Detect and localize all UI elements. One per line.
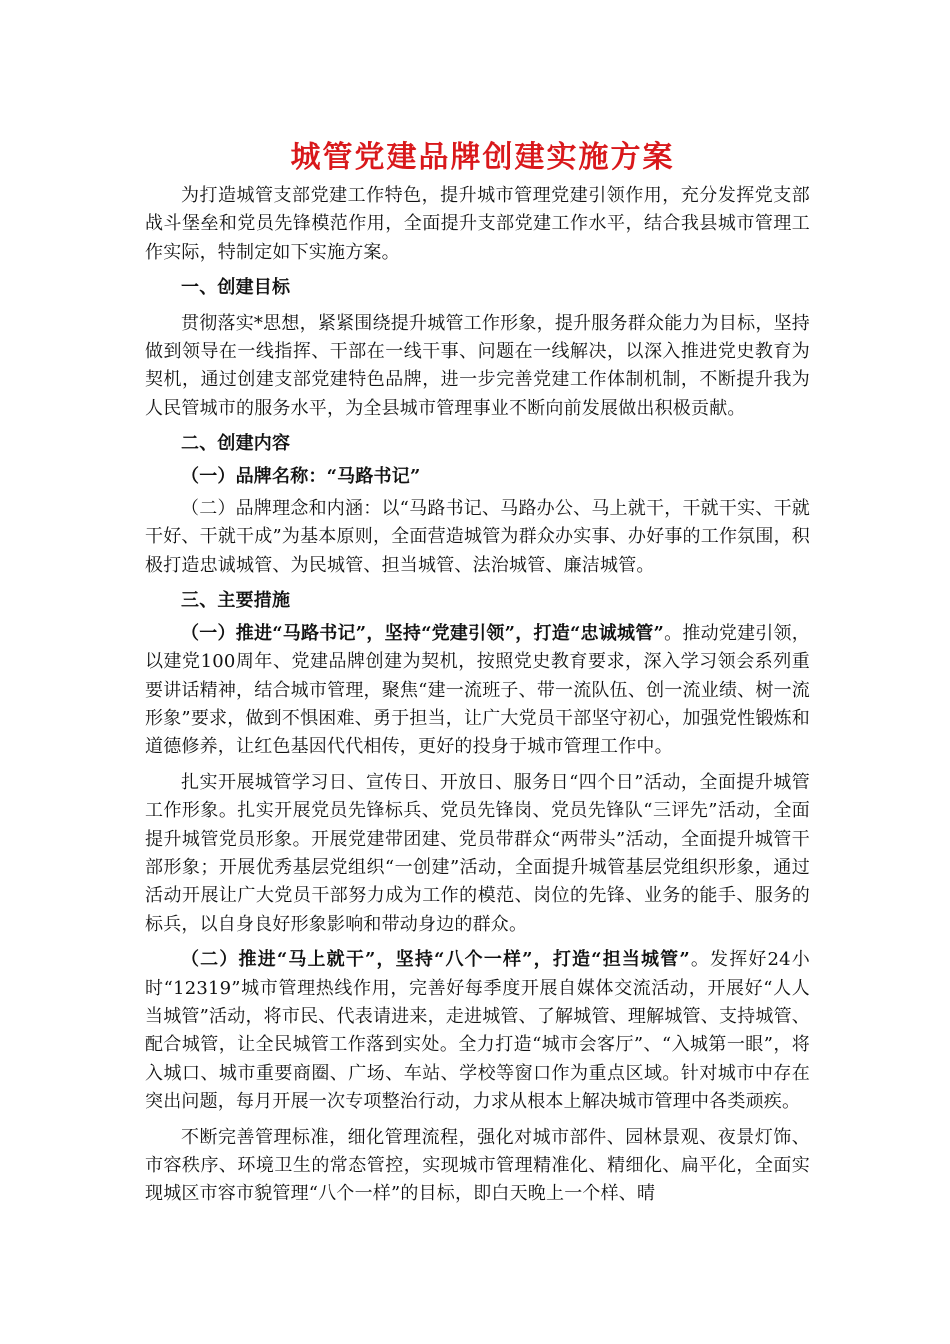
measure-2-lead: （二）推进“马上就干”，坚持“八个一样”，打造“担当城管”	[181, 949, 690, 971]
goals-paragraph: 贯彻落实*思想，紧紧围绕提升城管工作形象，提升服务群众能力为目标，坚持做到领导在一线指挥、干部在一线干事、问题在一线解决，以深入推进党史教育为契机，通过创建支部党建特色品牌，进一步完善党建工作体制机制，不断提升我为人民管城市的服务水平，为全县城市管理事业不断向前发展做出积极贡献。	[145, 312, 810, 419]
measure-1-paragraph	[145, 620, 810, 762]
brand-name-heading: （一）品牌名称：“马路书记”	[181, 465, 421, 487]
measure-1-body: 。推动党建引领，以建党100周年、党建品牌创建为契机，按照党史教育要求，深入学习领会系列重要讲话精神，结合城市管理，聚焦“建一流班子、带一流队伍、创一流业绩、树一流形象”要求，做到不惧困难、勇于担当，让广大党员干部坚守初心，加强党性锻炼和道德修养，让红色基因代代相传，更好的投身于城市管理工作中。	[145, 622, 810, 758]
measure-2-paragraph-2: 不断完善管理标准，细化管理流程，强化对城市部件、园林景观、夜景灯饰、市容秩序、环境卫生的常态管控，实现城市管理精准化、精细化、扁平化，全面实现城区市容市貌管理“八个一样”的目标，即白天晚上一个样、晴	[145, 1126, 810, 1205]
brand-concept-paragraph: （二）品牌理念和内涵：以“马路书记、马路办公、马上就干，干就干实、干就干好、干就干成”为基本原则，全面营造城管为群众办实事、办好事的工作氛围，积极打造忠诚城管、为民城管、担当城管、法治城管、廉洁城管。	[145, 498, 810, 576]
section-heading-content: 二、创建内容	[181, 433, 291, 455]
document-title: 城管党建品牌创建实施方案	[290, 140, 675, 175]
section-heading-measures: 三、主要措施	[181, 590, 291, 612]
measure-1-paragraph-2: 扎实开展城管学习日、宣传日、开放日、服务日“四个日”活动，全面提升城管工作形象。扎实开展党员先锋标兵、党员先锋岗、党员先锋队“三评先”活动，全面提升城管党员形象。开展党建带团建、党员带群众“两带头”活动，全面提升城管干部形象；开展优秀基层党组织“一创建”活动，全面提升城管基层党组织形象，通过活动开展让广大党员干部努力成为工作的模范、岗位的先锋、业务的能手、服务的标兵，以自身良好形象影响和带动身边的群众。	[145, 771, 810, 935]
section-heading-goals: 一、创建目标	[181, 277, 291, 299]
measure-2-paragraph	[145, 946, 810, 1116]
intro-paragraph: 为打造城管支部党建工作特色，提升城市管理党建引领作用，充分发挥党支部战斗堡垒和党员先锋模范作用，全面提升支部党建工作水平，结合我县城市管理工作实际，特制定如下实施方案。	[145, 185, 810, 263]
measure-1-lead: （一）推进“马路书记”，坚持“党建引领”，打造“忠诚城管”	[181, 622, 665, 644]
measure-2-body: 。发挥好24小时“12319”城市管理热线作用，完善好每季度开展自媒体交流活动，开展好“人人当城管”活动，将市民、代表请进来，走进城管、了解城管、理解城管、支持城管、配合城管，让全民城管工作落到实处。全力打造“城市会客厅”、“入城第一眼”，将入城口、城市重要商圈、广场、车站、学校等窗口作为重点区域。针对城市中存在突出问题，每月开展一次专项整治行动，力求从根本上解决城市管理中各类顽疾。	[145, 949, 810, 1113]
